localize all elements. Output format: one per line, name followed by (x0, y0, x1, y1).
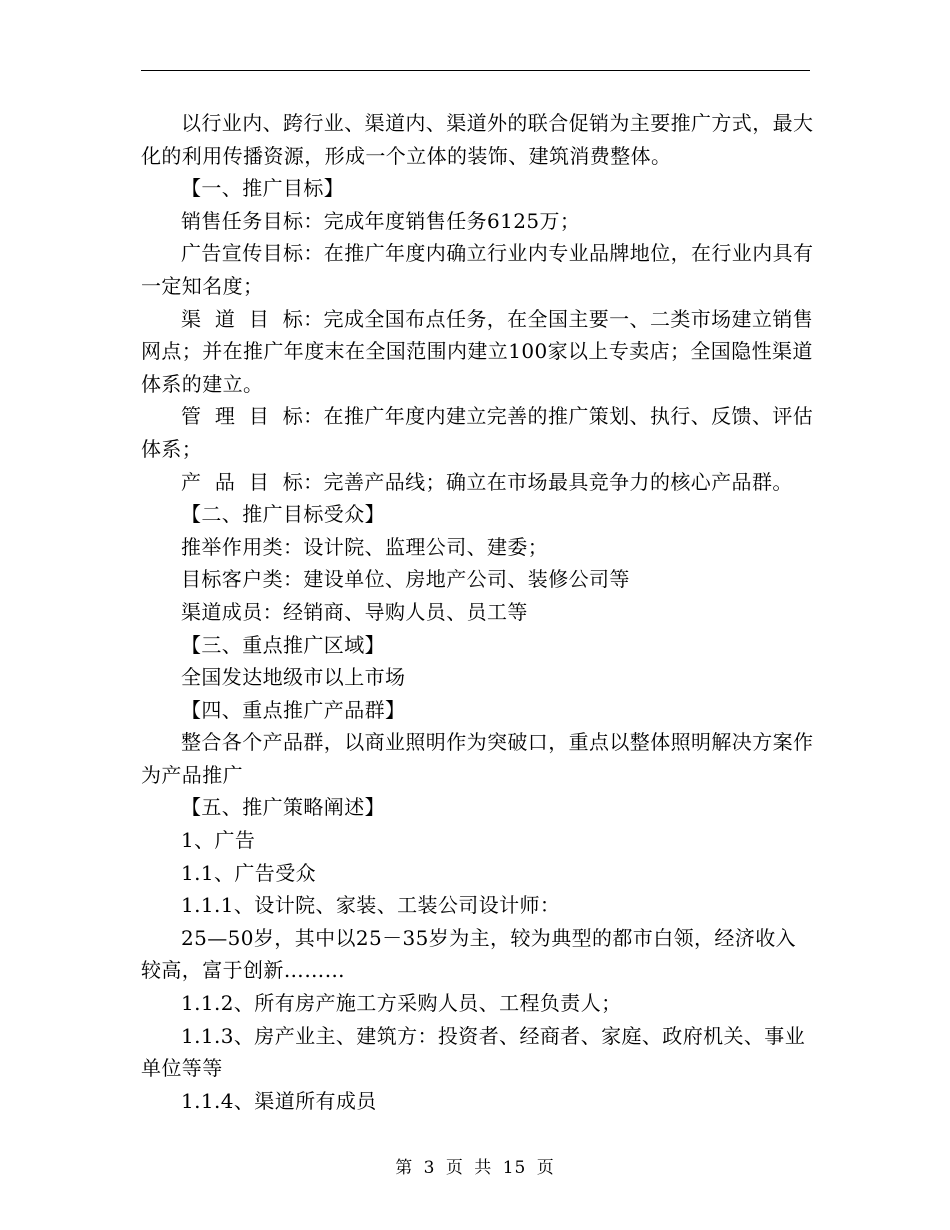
section-heading: 【二、推广目标受众】 (181, 502, 385, 527)
paragraph: 广告宣传目标：在推广年度内确立行业内专业品牌地位，在行业内具有一定知名度； (141, 241, 814, 298)
paragraph: 销售任务目标：完成年度销售任务6125万； (181, 208, 581, 233)
section-heading: 【五、推广策略阐述】 (181, 795, 385, 820)
list-item: 1.1.3、房产业主、建筑方：投资者、经商者、家庭、政府机关、事业单位等等 (141, 1023, 806, 1081)
footer-prefix: 第 (395, 1158, 414, 1178)
paragraph: 以行业内、跨行业、渠道内、渠道外的联合促销为主要推广方式，最大化的利用传播资源，形成一个立体的装饰、建筑消费整体。 (141, 111, 814, 168)
page-footer (0, 1153, 950, 1178)
list-item: 1、广告 (181, 828, 256, 853)
paragraph: 管 理 目 标：在推广年度内建立完善的推广策划、执行、反馈、评估体系； (141, 404, 814, 461)
section-heading: 【一、推广目标】 (181, 176, 345, 201)
paragraph: 渠 道 目 标：完成全国布点任务，在全国主要一、二类市场建立销售网点；并在推广年度末在全国范围内建立100家以上专卖店；全国隐性渠道体系的建立。 (141, 306, 814, 396)
paragraph: 整合各个产品群，以商业照明作为突破口，重点以整体照明解决方案作为产品推广 (141, 730, 814, 787)
paragraph: 全国发达地级市以上市场 (181, 665, 406, 690)
paragraph: 25—50岁，其中以25－35岁为主，较为典型的都市白领，经济收入较高，富于创新……… (141, 925, 796, 983)
list-item: 1.1.1、设计院、家装、工装公司设计师： (181, 893, 561, 918)
total-pages-number: 15 (502, 1158, 527, 1178)
list-item: 1.1.2、所有房产施工方采购人员、工程负责人； (181, 991, 622, 1016)
footer-total-word: 共 (474, 1158, 493, 1178)
list-item: 1.1.4、渠道所有成员 (181, 1088, 377, 1113)
current-page-number: 3 (423, 1158, 436, 1178)
paragraph: 目标客户类：建设单位、房地产公司、装修公司等 (181, 567, 630, 592)
footer-suffix: 页 (536, 1158, 555, 1178)
paragraph: 产 品 目 标：完善产品线；确立在市场最具竞争力的核心产品群。 (181, 469, 793, 494)
document-body (141, 107, 816, 1117)
list-item: 1.1、广告受众 (181, 860, 317, 885)
header-rule (141, 70, 810, 71)
paragraph: 推举作用类：设计院、监理公司、建委； (181, 534, 549, 559)
footer-page-word: 页 (445, 1158, 464, 1178)
section-heading: 【三、重点推广区域】 (181, 632, 385, 657)
paragraph: 渠道成员：经销商、导购人员、员工等 (181, 599, 528, 624)
section-heading: 【四、重点推广产品群】 (181, 697, 406, 722)
